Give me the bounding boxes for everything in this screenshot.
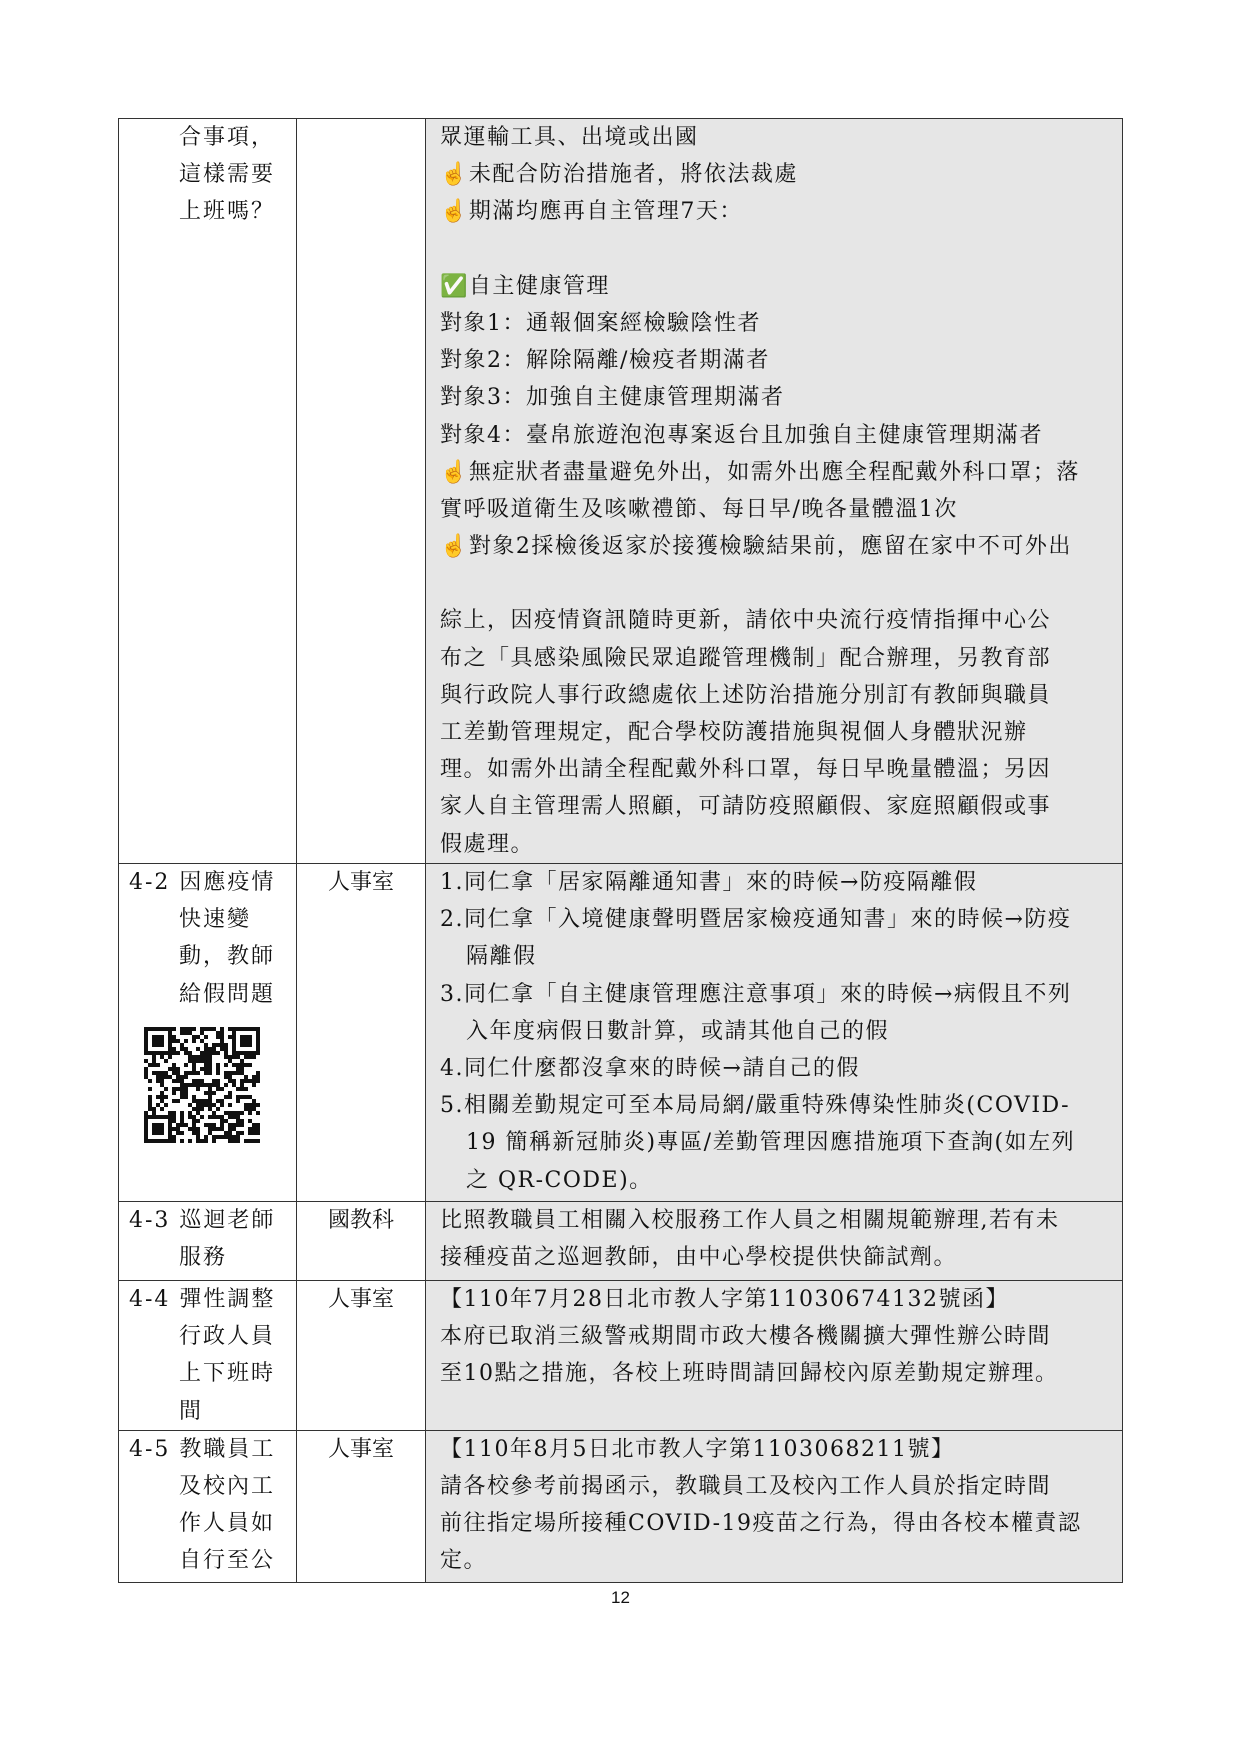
- desc-line: 對象4：臺帛旅遊泡泡專案返台且加強自主健康管理期滿者: [440, 422, 1043, 448]
- topic-line: 自行至公: [179, 1548, 276, 1574]
- topic-line: 行政人員: [179, 1324, 276, 1350]
- topic-cell: [119, 864, 297, 1202]
- desc-line: 入年度病假日數計算，或請其他自己的假: [466, 1018, 890, 1044]
- topic-line: 服務: [179, 1245, 228, 1271]
- table-row: [119, 119, 1123, 864]
- desc-line: 對象3：加強自主健康管理期滿者: [440, 385, 785, 411]
- topic-line: 上下班時: [179, 1361, 276, 1387]
- topic-line: 這樣需要: [179, 162, 276, 188]
- desc-line: 工差勤管理規定，配合學校防護措施與視個人身體狀況辦: [440, 720, 1028, 745]
- desc-line: 本府已取消三級警戒期間市政大樓各機關擴大彈性辦公時間: [440, 1324, 1052, 1350]
- desc-line: 眾運輸工具、出境或出國: [440, 125, 699, 150]
- desc-line: ☝未配合防治措施者，將依法裁處: [440, 162, 798, 188]
- unit-label: 國教科: [327, 1208, 394, 1233]
- unit-label: 人事室: [327, 1436, 394, 1462]
- description-cell: [426, 1281, 1123, 1431]
- table-row: [119, 1202, 1123, 1281]
- desc-line: 請各校參考前揭函示，教職員工及校內工作人員於指定時間: [440, 1473, 1052, 1499]
- topic-cell: [119, 1281, 297, 1431]
- desc-line: 至10點之措施，各校上班時間請回歸校內原差勤規定辦理。: [440, 1361, 1059, 1387]
- topic-line: 間: [179, 1398, 204, 1424]
- topic-line: 動，教師: [179, 944, 276, 970]
- topic-line: 4-5 教職員工: [129, 1436, 276, 1462]
- topic-line: 給假問題: [179, 981, 276, 1007]
- topic-line: 快速變: [179, 907, 252, 933]
- blank-line: [440, 565, 1116, 602]
- topic-cell: [119, 1202, 297, 1281]
- desc-line: 【110年7月28日北市教人字第11030674132號函】: [440, 1287, 1009, 1312]
- desc-line: 隔離假: [466, 944, 537, 970]
- desc-line: 19 簡稱新冠肺炎)專區/差勤管理因應措施項下查詢(如左列: [466, 1130, 1076, 1156]
- desc-line: 對象2：解除隔離/檢疫者期滿者: [440, 348, 770, 374]
- desc-line: 接種疫苗之巡迴教師，由中心學校提供快篩試劑。: [440, 1245, 958, 1271]
- desc-line: 比照教職員工相關入校服務工作人員之相關規範辦理,若有未: [440, 1208, 1060, 1233]
- content-table: [118, 118, 1123, 1583]
- desc-line: 【110年8月5日北市教人字第1103068211號】: [440, 1436, 955, 1462]
- desc-line: 與行政院人事行政總處依上述防治措施分別訂有教師與職員: [440, 682, 1052, 708]
- topic-line: 上班嗎？: [179, 199, 276, 225]
- topic-line: 及校內工: [179, 1473, 276, 1499]
- unit-label: 人事室: [327, 1287, 394, 1312]
- description-cell: [426, 1202, 1123, 1281]
- desc-line: 前往指定場所接種COVID-19疫苗之行為，得由各校本權責認: [440, 1511, 1082, 1537]
- desc-line: 綜上，因疫情資訊隨時更新，請依中央流行疫情指揮中心公: [440, 608, 1052, 634]
- unit-label: 人事室: [327, 870, 394, 895]
- unit-label: [297, 119, 425, 156]
- desc-line: 實呼吸道衛生及咳嗽禮節、每日早/晚各量體溫1次: [440, 496, 958, 522]
- topic-line: 合事項，: [179, 125, 276, 150]
- qr-code[interactable]: [129, 1025, 275, 1145]
- desc-line: 對象1：通報個案經檢驗陰性者: [440, 310, 761, 336]
- desc-line: ✅自主健康管理: [440, 273, 610, 299]
- topic-line: 4-3 巡迴老師: [129, 1208, 276, 1233]
- blank-line: [440, 231, 1116, 268]
- topic-line: 4-4 彈性調整: [129, 1287, 276, 1312]
- topic-cell: [119, 1430, 297, 1582]
- desc-line: ☝對象2採檢後返家於接獲檢驗結果前，應留在家中不可外出: [440, 534, 1072, 560]
- desc-line: 假處理。: [440, 831, 535, 857]
- table-row: [119, 1281, 1123, 1431]
- page-number: 12: [611, 1588, 630, 1607]
- topic-line: 作人員如: [179, 1511, 276, 1537]
- desc-line: 1.同仁拿「居家隔離通知書」來的時候→防疫隔離假: [440, 870, 978, 895]
- description-cell: [426, 119, 1123, 864]
- desc-line: 4.同仁什麼都沒拿來的時候→請自己的假: [440, 1055, 860, 1081]
- unit-cell: [297, 1430, 426, 1582]
- unit-cell: [297, 864, 426, 1202]
- unit-cell: [297, 1281, 426, 1431]
- unit-cell: [297, 1202, 426, 1281]
- desc-line: 理。如需外出請全程配戴外科口罩，每日早晚量體溫；另因: [440, 757, 1052, 783]
- table-row: [119, 864, 1123, 1202]
- desc-line: ☝無症狀者盡量避免外出，如需外出應全程配戴外科口罩；落: [440, 459, 1080, 485]
- desc-line: 之 QR-CODE)。: [466, 1167, 653, 1193]
- topic-line: 4-2 因應疫情: [129, 870, 276, 895]
- topic-cell: [119, 119, 297, 864]
- desc-line: 2.同仁拿「入境健康聲明暨居家檢疫通知書」來的時候→防疫: [440, 907, 1072, 933]
- desc-line: 5.相關差勤規定可至本局局網/嚴重特殊傳染性肺炎(COVID-: [440, 1093, 1071, 1119]
- table-row: [119, 1430, 1123, 1582]
- desc-line: 家人自主管理需人照顧，可請防疫照顧假、家庭照顧假或事: [440, 794, 1052, 820]
- desc-line: 3.同仁拿「自主健康管理應注意事項」來的時候→病假且不列: [440, 981, 1072, 1007]
- description-cell: [426, 1430, 1123, 1582]
- desc-line: 定。: [440, 1548, 488, 1574]
- desc-line: 布之「具感染風險民眾追蹤管理機制」配合辦理，另教育部: [440, 645, 1052, 671]
- description-cell: [426, 864, 1123, 1202]
- desc-line: ☝期滿均應再自主管理7天：: [440, 199, 743, 225]
- unit-cell: [297, 119, 426, 864]
